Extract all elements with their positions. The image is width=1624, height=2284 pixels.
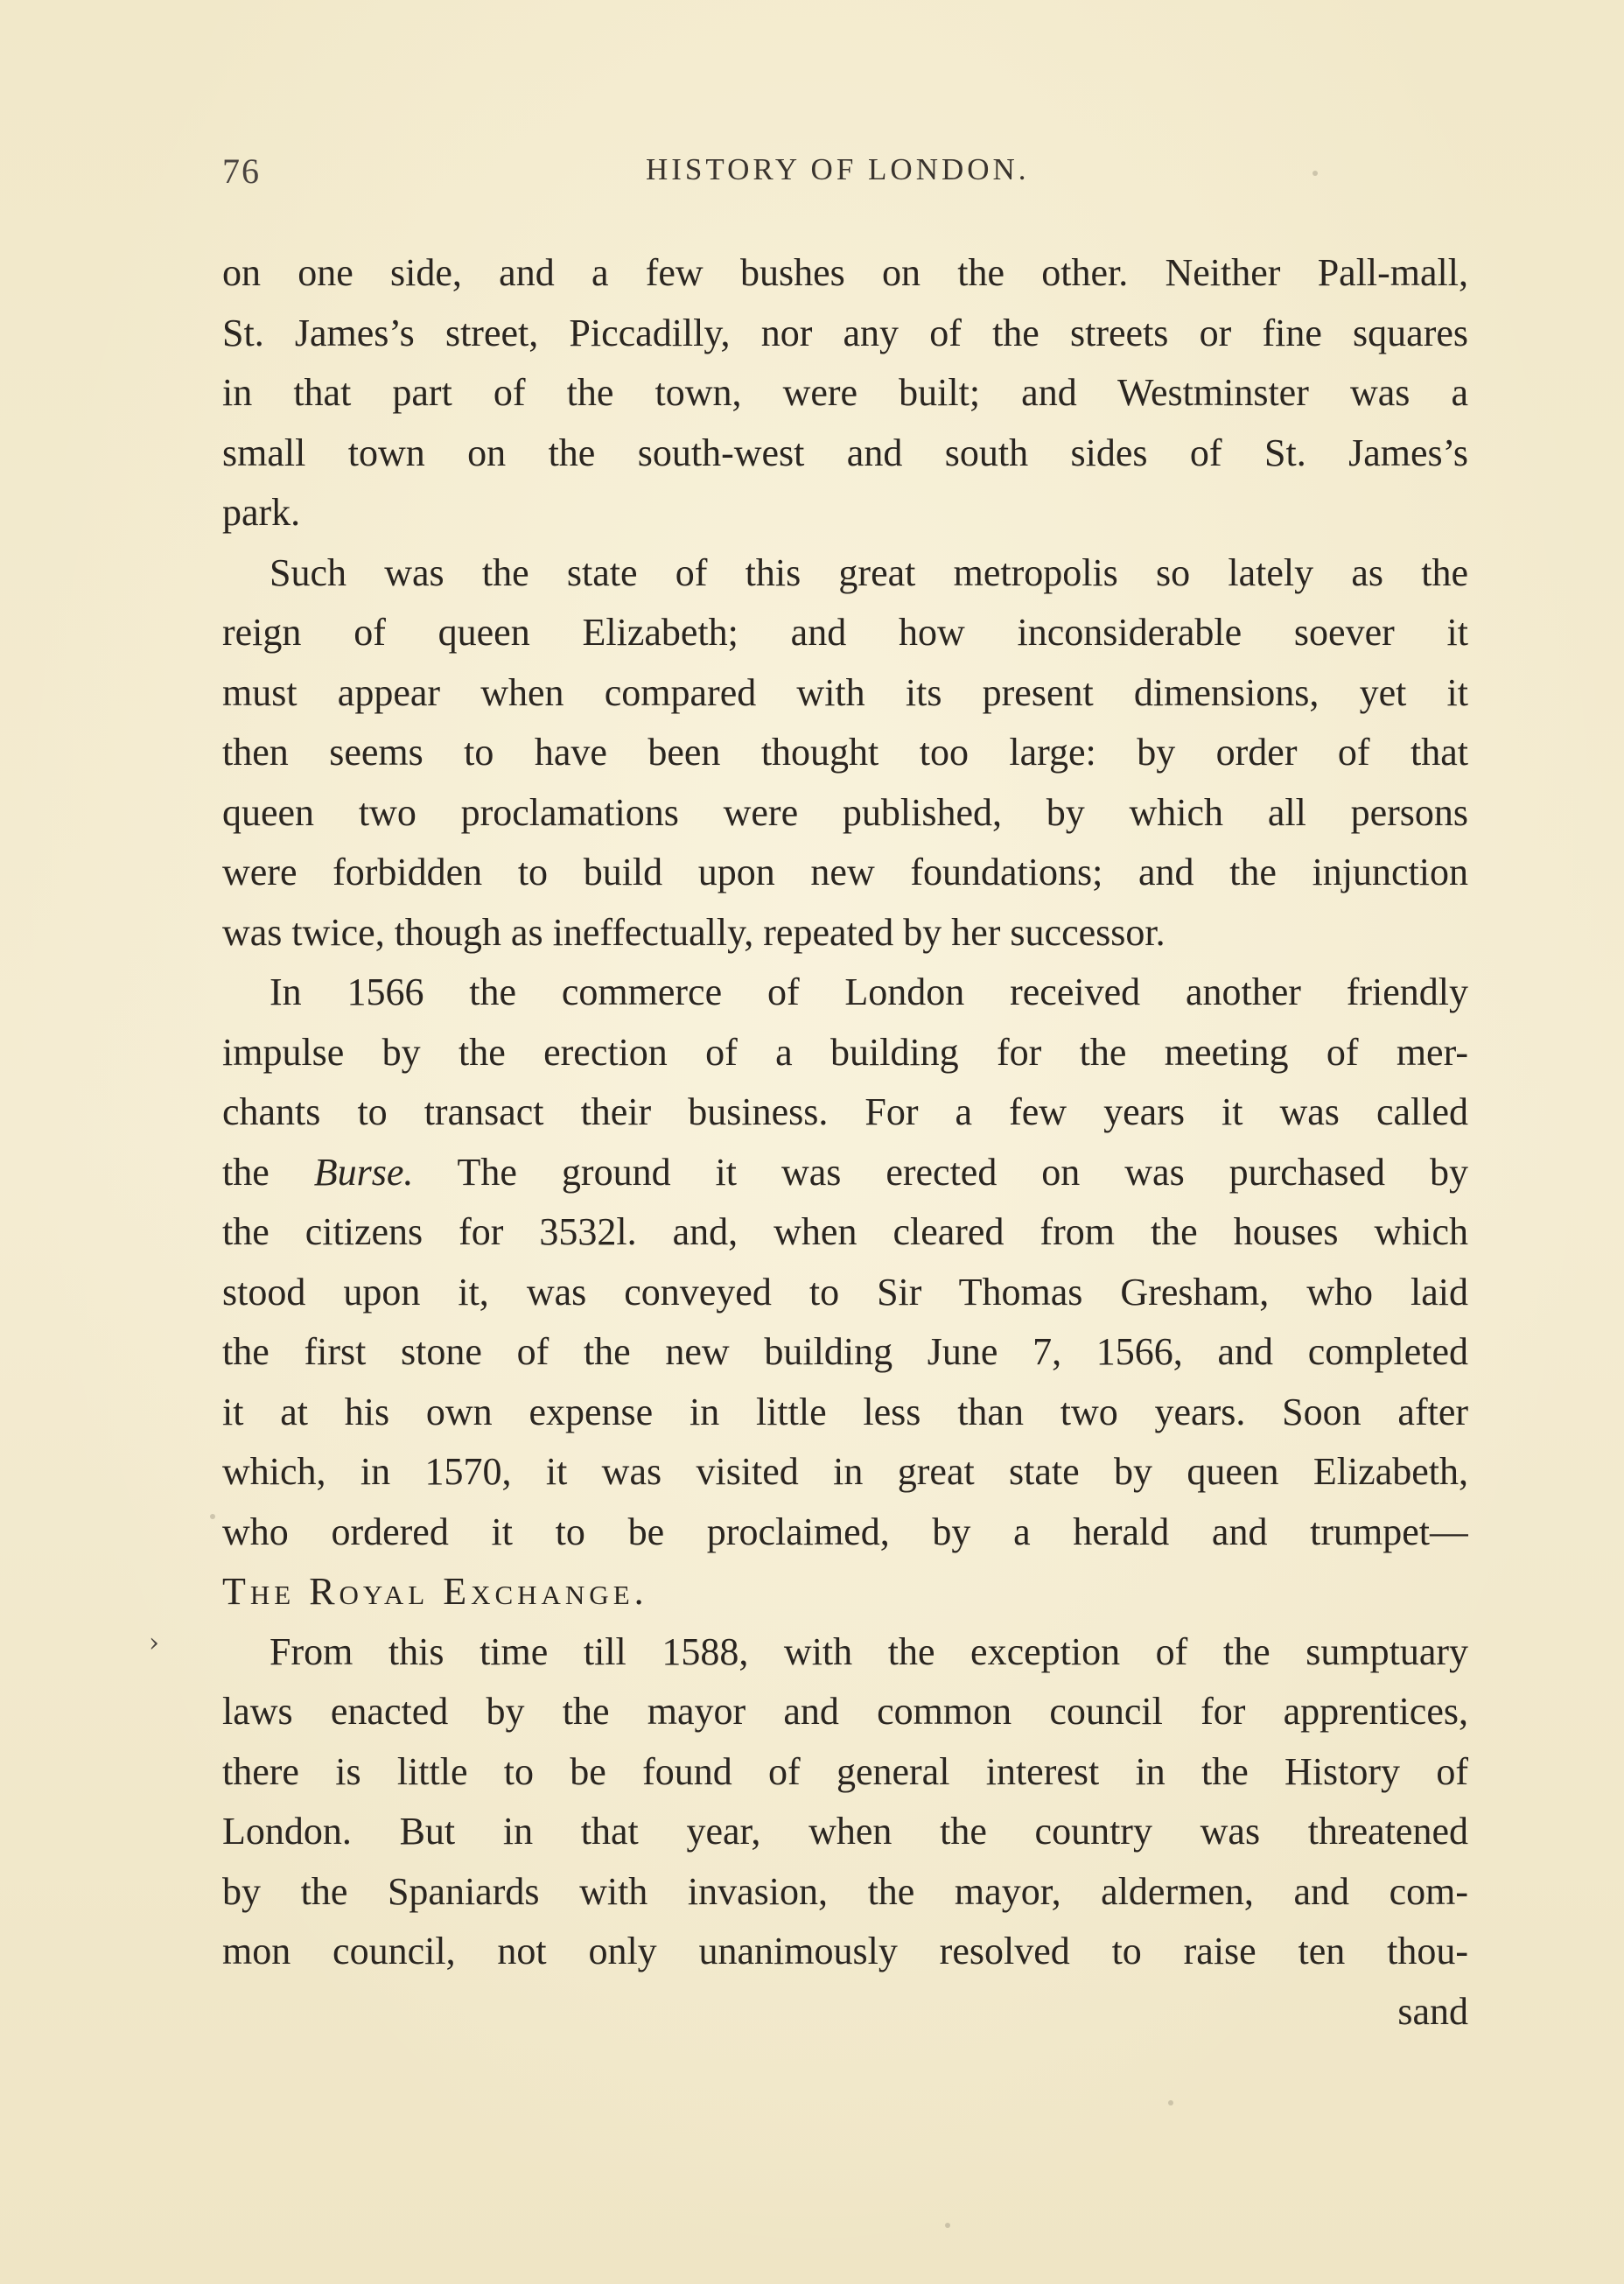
- text-line: which, in 1570, it was visited in great state by queen Elizabeth,: [222, 1450, 1468, 1493]
- catchword: sand: [1397, 1989, 1468, 2033]
- text-fragment: The ground it was erected on was purchased by: [413, 1150, 1468, 1194]
- running-head: HISTORY OF LONDON.: [646, 152, 1030, 186]
- text-line: there is little to be found of general interest in the History of: [222, 1749, 1468, 1793]
- text-line: Such was the state of this great metropolis so lately as the: [270, 550, 1468, 594]
- text-line: by the Spaniards with invasion, the mayor, aldermen, and com-: [222, 1869, 1468, 1913]
- text-line: the first stone of the new building June 7, 1566, and completed: [222, 1330, 1468, 1373]
- text-line: mon council, not only unanimously resolved to raise ten thou-: [222, 1930, 1468, 1972]
- text-line: park.: [222, 491, 301, 534]
- text-line-royal-exchange: The Royal Exchange.: [222, 1570, 648, 1613]
- paper-spot: [945, 2223, 950, 2228]
- text-line: must appear when compared with its present dimensions, yet it: [222, 670, 1468, 714]
- text-line: [222, 1143, 1468, 1203]
- paper-spot: [1168, 2100, 1173, 2105]
- text-line: impulse by the erection of a building for the meeting of mer-: [222, 1030, 1468, 1074]
- paper-spot: [1312, 171, 1318, 176]
- text-line: In 1566 the commerce of London received another friendly: [270, 970, 1468, 1013]
- text-line: stood upon it, was conveyed to Sir Thomas Gresham, who laid: [222, 1270, 1468, 1314]
- text-line: was twice, though as ineffectually, repeated by her successor.: [222, 910, 1166, 954]
- page-header: [222, 151, 1468, 203]
- text-line: St. James’s street, Piccadilly, nor any of the streets or fine squares: [222, 311, 1468, 354]
- text-line: small town on the south-west and south sides of St. James’s: [222, 431, 1468, 474]
- text-line: on one side, and a few bushes on the other. Neither Pall-mall,: [222, 251, 1468, 294]
- text-line: then seems to have been thought too large: by order of that: [222, 731, 1468, 774]
- text-line: reign of queen Elizabeth; and how inconsiderable soever it: [222, 611, 1468, 654]
- marginal-mark: ›: [149, 1628, 159, 1658]
- italic-term: Burse.: [313, 1150, 414, 1194]
- text-line: laws enacted by the mayor and common council for apprentices,: [222, 1690, 1468, 1733]
- text-line: chants to transact their business. For a few years it was called: [222, 1090, 1468, 1133]
- text-line: London. But in that year, when the country was threatened: [222, 1810, 1468, 1853]
- text-line: From this time till 1588, with the exception of the sumptuary: [270, 1629, 1468, 1673]
- paper-spot: [210, 1514, 215, 1519]
- text-line: in that part of the town, were built; and Westminster was a: [222, 371, 1468, 414]
- text-line: the citizens for 3532l. and, when cleared from the houses which: [222, 1210, 1468, 1253]
- text-line: it at his own expense in little less than two years. Soon after: [222, 1390, 1468, 1433]
- page-number: 76: [222, 151, 261, 191]
- text-line: were forbidden to build upon new foundations; and the injunction: [222, 851, 1468, 893]
- text-fragment: the: [222, 1150, 314, 1194]
- text-line: queen two proclamations were published, by which all persons: [222, 790, 1468, 834]
- text-line: who ordered it to be proclaimed, by a herald and trumpet—: [222, 1510, 1468, 1553]
- body-text: [222, 243, 1468, 2042]
